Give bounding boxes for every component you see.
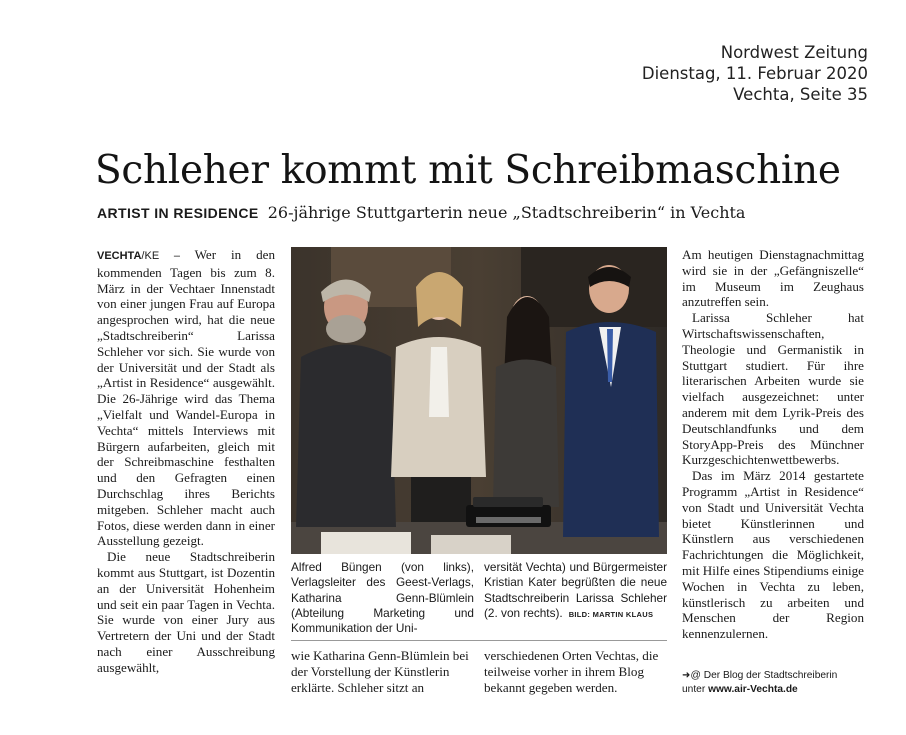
paragraph-5: Das im März 2014 gestartete Programm „Artist in Residence“ von Stadt und Universität Vechta bietet Künstlerinnen und Künstlern aus verschiedenen Fachrichtungen die Möglichkeit, mit Hilfe eines Stipendiums einige Wochen in Vechta zu leben, künstlerisch zu arbeiten und Menschen der Region kennenzulernen. <box>682 468 864 642</box>
page-reference: Vechta, Seite 35 <box>733 85 868 104</box>
article-column-1 <box>97 247 275 676</box>
photo-credit: BILD: MARTIN KLAUS <box>568 609 654 619</box>
paragraph-2: Die neue Stadtschreiberin kommt aus Stuttgart, ist Dozentin an der Universität Hohenheim und seit ein paar Tagen in Vechta. Sie wurde von einer Jury aus Vertretern der Uni und der Stadt nach einer Ausschreibung ausgewählt, <box>97 549 275 675</box>
paragraph-1-text: Wer in den kommenden Tagen bis zum 8. März in der Vechtaer Innenstadt von einer jungen Frau auf Europa angesprochen wird, hat die neue „Stadtschreiberin“ Larissa Schleher vor sich. Sie wurde von der Universität und der Stadt als „Artist in Residence“ ausgewählt. Die 26-Jährige wird das Thema „Vielfalt und Wandel-Europa in Vechta“ mittels Interviews mit Bürgern aufarbeiten, gleich mit der Schreibmaschine festhalten und den Gefragten einen Durchschlag ihres Berichts mitgeben. Schleher macht auch Fotos, diese werden dann in einer Ausstellung gezeigt. <box>97 247 275 549</box>
caption-text: versität Vechta) und Bürgermeister Kristian Kater begrüßten die neue Stadtschreiberin Larissa Schleher (2. von rechts). <box>484 560 667 620</box>
dateline: VECHTA <box>97 250 142 262</box>
paragraph-1 <box>97 247 275 549</box>
headline: Schleher kommt mit Schreibmaschine <box>95 148 841 193</box>
article-continuation-2: verschiedenen Orten Vechtas, die teilweise vorher in ihrem Blog bekannt gegeben werden. <box>484 648 659 695</box>
photo-illustration <box>291 247 667 554</box>
blog-url-link[interactable]: www.air-Vechta.de <box>708 684 798 695</box>
article-photo <box>291 247 667 554</box>
subline <box>97 203 857 222</box>
issue-date: Dienstag, 11. Februar 2020 <box>641 64 868 83</box>
paragraph-4: Larissa Schleher hat Wirtschaftswissenschaften, Theologie und Germanistik in Stuttgart studiert. Für ihre literarischen Arbeiten wurde sie vielfach ausgezeichnet: unter anderem mit dem Lyrik-Preis des Deutschlandfunks und dem StoryApp-Preis des Münchner Kurzgeschichtenwettbewerbs. <box>682 310 864 468</box>
caption-divider <box>291 640 667 641</box>
paragraph-3: Am heutigen Dienstagnachmittag wird sie in der „Gefängniszelle“ im Museum im Zeughaus anzutreffen sein. <box>682 247 864 310</box>
subtitle: 26-jährige Stuttgarterin neue „Stadtschreiberin“ in Vechta <box>267 203 746 222</box>
article-continuation-1: wie Katharina Genn-Blümlein bei der Vorstellung der Künstlerin erklärte. Schleher sitzt an <box>291 648 469 695</box>
dateline-suffix: /KE – <box>141 250 180 262</box>
photo-caption-part-1: Alfred Büngen (von links), Verlagsleiter des Geest-Verlags, Katharina Genn-Blümlein (Abteilung Marketing und Kommunikation der Uni- <box>291 560 474 636</box>
blog-unter: unter <box>682 684 706 695</box>
photo-caption-part-2 <box>484 560 667 622</box>
kicker: ARTIST IN RESIDENCE <box>97 205 259 221</box>
blog-prefix: ➜@ Der Blog der Stadtschreiberin <box>682 670 838 681</box>
blog-link-line <box>682 683 882 697</box>
article-column-3 <box>682 247 864 642</box>
blog-reference <box>682 669 882 697</box>
newspaper-name: Nordwest Zeitung <box>720 43 868 62</box>
source-info <box>642 42 868 105</box>
